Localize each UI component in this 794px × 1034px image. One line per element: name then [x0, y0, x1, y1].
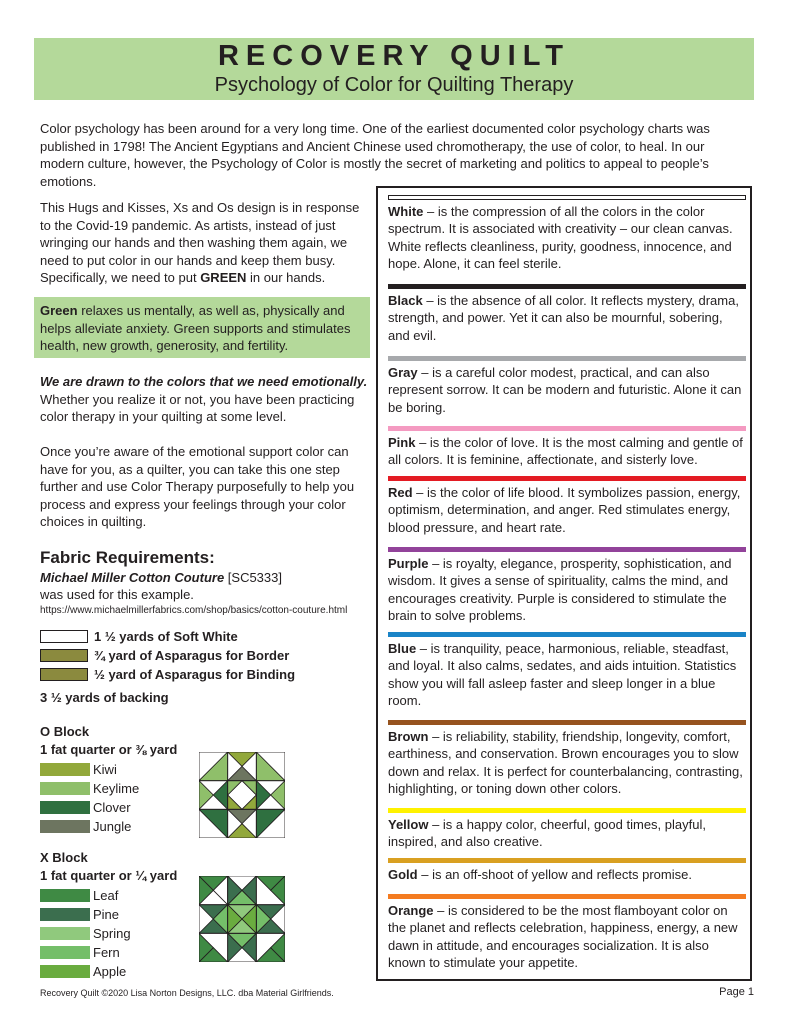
fabric-swatch [40, 908, 90, 921]
color-entry-orange: Orange – is considered to be the most flamboyant color on the planet and reflects celebration, happiness, energy, a new dawn in attitude, and encourages socialization. It is also known to stimulate your appetite. [388, 903, 738, 970]
yardage-row [40, 647, 289, 663]
page-title: RECOVERY QUILT [217, 40, 571, 72]
color-entry-purple: Purple – is royalty, elegance, prosperity, sophistication, and wisdom. It gives a sense of spirituality, calms the mind, and encourages creativity. Purple is considered to stimulate the brain to solve problems. [388, 556, 732, 623]
fabric-name: Pine [93, 906, 120, 922]
fabric-swatch [40, 782, 90, 795]
color-entry-gray: Gray – is a careful color modest, practical, and can also represent sorrow. It can be modern and futuristic. Alone it can be boring. [388, 365, 742, 415]
yardage-row [40, 666, 295, 682]
yardage-label: ¾ yard of Asparagus for Border [94, 647, 290, 663]
x-block-fabric-row [40, 925, 131, 941]
green-callout: Green relaxes us mentally, as well as, physically and helps alleviate anxiety. Green supports and stimulates health, new growth, generosity, and fertility. [34, 297, 370, 358]
yardage-label: 1 ½ yards of Soft White [94, 628, 238, 644]
fabric-requirements-heading: Fabric Requirements: [40, 548, 215, 567]
yardage-label: ½ yard of Asparagus for Binding [94, 666, 296, 682]
color-bar-gray [388, 356, 746, 361]
color-bar-orange [388, 894, 746, 899]
fabric-swatch [40, 927, 90, 940]
color-bar-purple [388, 547, 746, 552]
page-number: Page 1 [719, 986, 754, 998]
once-paragraph: Once you’re aware of the emotional support color can have for you, as a quilter, you can take this one step further and use Color Therapy purposefully to help you process and express your feelings through your color choices in quilting. [40, 444, 355, 529]
x-block-fabric-row [40, 887, 118, 903]
footer-copyright: Recovery Quilt ©2020 Lisa Norton Designs, LLC. dba Material Girlfriends. [40, 988, 334, 998]
fabric-name: Apple [93, 963, 127, 979]
color-entry-white: White – is the compression of all the colors in the color spectrum. It is associated with creativity – our clean canvas. White reflects cleanliness, purity, goodness, innocence, and hope. Alone, it can feel sterile. [388, 204, 733, 271]
x-block-diagram [199, 876, 285, 962]
color-bar-yellow [388, 808, 746, 813]
fabric-name: Clover [93, 799, 131, 815]
color-entry-pink: Pink – is the color of love. It is the most calming and gentle of all colors. It is feminine, affectionate, and sisterly love. [388, 435, 743, 468]
fabric-line: Michael Miller Cotton Couture [SC5333] was used for this example. [40, 570, 282, 602]
fabric-name: Fern [93, 944, 120, 960]
fabric-swatch [40, 965, 90, 978]
x-block-fabric-row [40, 963, 126, 979]
fabric-name: Spring [93, 925, 131, 941]
o-block-fabric-row [40, 799, 131, 815]
fabric-name: Keylime [93, 780, 140, 796]
color-bar-red [388, 476, 746, 481]
fabric-url-link[interactable]: https://www.michaelmillerfabrics.com/shop/basics/cotton-couture.html [40, 605, 348, 616]
o-block-fabric-row [40, 780, 139, 796]
fabric-swatch [40, 630, 88, 643]
fabric-name: Kiwi [93, 761, 117, 777]
color-bar-black [388, 284, 746, 289]
fabric-swatch [40, 763, 90, 776]
color-bar-gold [388, 858, 746, 863]
fabric-swatch [40, 889, 90, 902]
backing-requirement: 3 ½ yards of backing [40, 690, 169, 705]
x-block-fabric-row [40, 906, 119, 922]
fabric-name: Leaf [93, 887, 119, 903]
color-entry-brown: Brown – is reliability, stability, friendship, longevity, comfort, earthiness, and conservation. Brown encourages you to slow down and relax. It is perfect for counterbalancing, contrasting, highlighting, or toning down other colors. [388, 729, 743, 796]
color-bar-brown [388, 720, 746, 725]
color-entry-blue: Blue – is tranquility, peace, harmonious, reliable, steadfast, and loyal. It also calms, sedates, and aids intuition. Statistics show you will fall asleep faster and sleep longer in a blue room. [388, 641, 737, 708]
o-block-diagram [199, 752, 285, 838]
page-subtitle: Psychology of Color for Quilting Therapy [214, 74, 574, 96]
color-entry-red: Red – is the color of life blood. It symbolizes passion, energy, optimism, determination, and anger. Red stimulates energy, blood pressure, and heart rate. [388, 485, 741, 535]
color-entry-gold: Gold – is an off-shoot of yellow and reflects promise. [388, 867, 692, 882]
color-bar-blue [388, 632, 746, 637]
color-entry-yellow: Yellow – is a happy color, cheerful, good times, playful, inspired, and also creative. [388, 817, 706, 850]
color-entry-black: Black – is the absence of all color. It reflects mystery, drama, strength, and power. Yet it can also be mournful, sobering, and evil. [388, 293, 739, 343]
fabric-name: Jungle [93, 818, 132, 834]
intro-paragraph: Color psychology has been around for a very long time. One of the earliest documented color psychology charts was published in 1798! The Ancient Egyptians and Ancient Chinese used chromotherapy, the use of color, to heal. In our modern culture, however, the Psychology of Color is mostly the secret of marketing and politics to appeal to people’s emotions. [40, 121, 710, 189]
fabric-swatch [40, 946, 90, 959]
o-block-title: O Block [40, 724, 90, 739]
o-block-fabric-row [40, 761, 117, 777]
color-psychology-panel [376, 186, 752, 981]
o-block-subtitle: 1 fat quarter or ⅜ yard [40, 742, 178, 757]
color-bar-white [388, 195, 746, 200]
fabric-swatch [40, 820, 90, 833]
o-block-fabric-row [40, 818, 131, 834]
color-bar-pink [388, 426, 746, 431]
x-block-subtitle: 1 fat quarter or ¼ yard [40, 868, 178, 883]
x-block-fabric-row [40, 944, 120, 960]
yardage-row [40, 628, 238, 644]
header-banner [34, 38, 754, 100]
fabric-swatch [40, 801, 90, 814]
hugs-paragraph: This Hugs and Kisses, Xs and Os design is in response to the Covid-19 pandemic. As artists, instead of just wringing our hands and then washing them again, we need to put color in our hands and keep them busy. Specifically, we need to put GREEN in our hands. [40, 200, 360, 285]
fabric-swatch [40, 668, 88, 681]
drawn-paragraph: We are drawn to the colors that we need emotionally. Whether you realize it or not, you have been practicing color therapy in your quilting at some level. [40, 374, 368, 424]
x-block-title: X Block [40, 850, 88, 865]
fabric-swatch [40, 649, 88, 662]
